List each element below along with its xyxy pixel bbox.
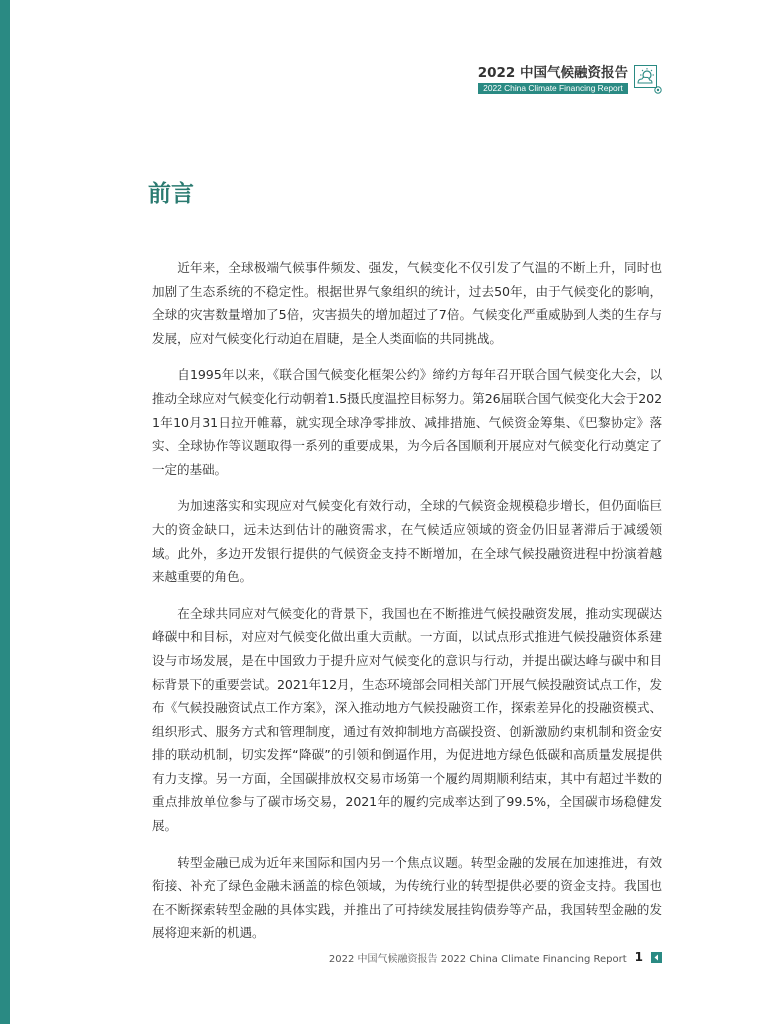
footer-text: 2022 中国气候融资报告 2022 China Climate Financing Report (328, 953, 627, 965)
body-text (152, 256, 662, 958)
paragraph: 自1995年以来，《联合国气候变化框架公约》缔约方每年召开联合国气候变化大会，以推动全球应对气候变化行动朝着1.5摄氏度温控目标努力。第26届联合国气候变化大会于2021年10月31日拉开帷幕，就实现全球净零排放、减排措施、气候资金筹集、《巴黎协定》落实、全球协作等议题取得一系列的重要成果，为今后各国顺利开展应对气候变化行动奠定了一定的基础。 (152, 367, 662, 477)
paragraph: 为加速落实和实现应对气候变化有效行动，全球的气候资金规模稳步增长，但仍面临巨大的资金缺口，远未达到估计的融资需求，在气候适应领域的资金仍旧显著滞后于减缓领域。此外，多边开发银行提供的气候资金支持不断增加，在全球气候投融资进程中扮演着越来越重要的角色。 (152, 498, 662, 585)
page-footer (329, 948, 662, 966)
header-subtitle: 2022 China Climate Financing Report (478, 83, 628, 94)
page-heading: 前言 (148, 181, 194, 207)
header-title: 2022 中国气候融资报告 (477, 65, 628, 81)
sun-cloud-icon (634, 65, 662, 95)
paragraph: 近年来，全球极端气候事件频发、强发，气候变化不仅引发了气温的不断上升，同时也加剧了生态系统的不稳定性。根据世界气象组织的统计，过去50年，由于气候变化的影响，全球的灾害数量增加了5倍，灾害损失的增加超过了7倍。气候变化严重威胁到人类的生存与发展，应对气候变化行动迫在眉睫，是全人类面临的共同挑战。 (152, 260, 662, 346)
arrow-left-icon[interactable] (651, 952, 662, 963)
report-header (452, 64, 662, 98)
page-number: 1 (634, 950, 643, 964)
paragraph: 转型金融已成为近年来国际和国内另一个焦点议题。转型金融的发展在加速推进，有效衔接、补充了绿色金融未涵盖的棕色领域，为传统行业的转型提供必要的资金支持。我国也在不断探索转型金融的具体实践，并推出了可持续发展挂钩债券等产品，我国转型金融的发展将迎来新的机遇。 (152, 854, 662, 941)
paragraph: 在全球共同应对气候变化的背景下，我国也在不断推进气候投融资发展，推动实现碳达峰碳中和目标，对应对气候变化做出重大贡献。一方面，以试点形式推进气候投融资体系建设与市场发展，是在中国致力于提升应对气候变化的意识与行动，并提出碳达峰与碳中和目标背景下的重要尝试。2021年12月，生态环境部会同相关部门开展气候投融资试点工作，发布《气候投融资试点工作方案》，深入推动地方气候投融资工作，探索差异化的投融资模式、组织形式、服务方式和管理制度，通过有效抑制地方高碳投资、创新激励约束机制和资金安排的联动机制，切实发挥“降碳”的引领和倒逼作用，为促进地方绿色低碳和高质量发展提供有力支撑。另一方面，全国碳排放权交易市场第一个履约周期顺利结束，其中有超过半数的重点排放单位参与了碳市场交易，2021年的履约完成率达到了99.5%，全国碳市场稳健发展。 (152, 605, 662, 834)
left-accent-band (0, 0, 10, 1024)
